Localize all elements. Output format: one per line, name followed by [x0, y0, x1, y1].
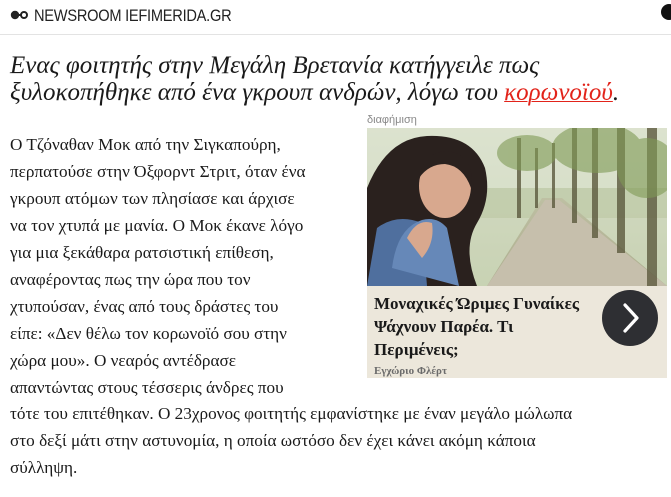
ad-label: διαφήμιση	[367, 114, 417, 126]
body-line: σύλληψη.	[10, 458, 78, 477]
menu-dot-icon[interactable]	[661, 4, 671, 20]
ad-title[interactable]: Μοναχικές Ώριμες Γυναίκες Ψάχνουν Παρέα. Τι Περιμένεις;	[374, 294, 580, 359]
site-header	[0, 0, 671, 35]
body-line: να τον χτυπά με μανία. Ο Μοκ έκανε λόγο	[10, 216, 304, 235]
body-line: απαντώντας στους τέσσερις άνδρες που	[10, 378, 284, 397]
body-line: είπε: «Δεν θέλω τον κορωνοϊό σου στην	[10, 324, 287, 343]
body-line: περπατούσε στην Όξφορντ Στριτ, όταν ένα	[10, 162, 306, 181]
ad-card[interactable]	[367, 128, 667, 378]
ad-next-button[interactable]	[602, 290, 658, 346]
article-headline	[10, 52, 670, 106]
body-line: αναφέροντας πως την ώρα που τον	[10, 270, 251, 289]
body-line: γκρουπ ατόμων των πλησίασε και άρχισε	[10, 189, 295, 208]
headline-period: .	[612, 79, 620, 106]
body-line: χώρα μου». Ο νεαρός αντέδρασε	[10, 351, 236, 370]
article-body-wrapped	[10, 131, 360, 401]
chevron-right-icon	[602, 333, 658, 350]
headline-text: Ενας φοιτητής στην Μεγάλη Βρετανία κατήγγειλε πως ξυλοκοπήθηκε από ένα γκρουπ ανδρών, λόγω του	[10, 52, 540, 106]
infinity-link-icon	[10, 8, 30, 22]
body-line: χτυπούσαν, ένας από τους δράστες του	[10, 297, 279, 316]
ad-photo[interactable]	[367, 128, 667, 286]
body-line: για μια ξεκάθαρα ρατσιστική επίθεση,	[10, 243, 274, 262]
body-line: στο δεξί μάτι στην αστυνομία, η οποία ωστόσο δεν έχει κάνει ακόμη κάποια	[10, 431, 536, 450]
site-brand-link[interactable]: NEWSROOM IEFIMERIDA.GR	[34, 6, 232, 25]
body-line: τότε του επιτέθηκαν. Ο 23χρονος φοιτητής εμφανίστηκε με έναν μεγάλο μώλωπα	[10, 404, 573, 423]
body-line: Ο Τζόναθαν Μοκ από την Σιγκαπούρη,	[10, 135, 281, 154]
headline-topic-link[interactable]: κορωνοϊού	[504, 79, 613, 106]
ad-source: Εγχώριο Φλέρτ	[374, 365, 448, 377]
article-body-full	[10, 400, 670, 481]
ad-caption[interactable]	[367, 286, 667, 378]
